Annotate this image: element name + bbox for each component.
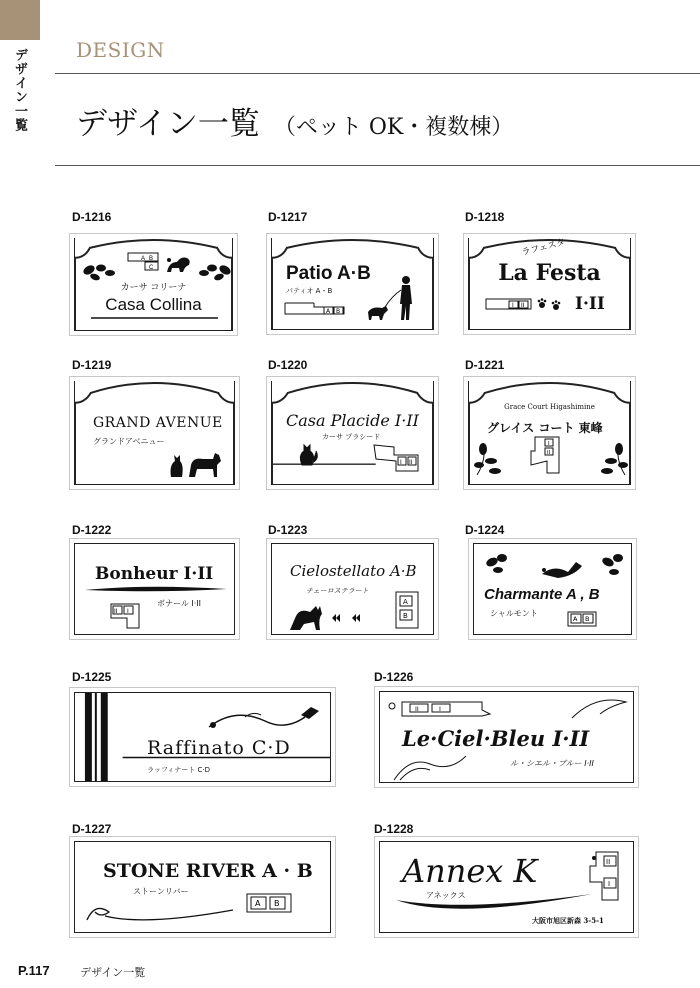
design-code: D-1227 [72, 822, 112, 836]
dog-silhouette-icon [163, 252, 193, 276]
floral-ornament-icon [196, 260, 232, 282]
design-card-d1220[interactable] [266, 376, 439, 490]
design-code: D-1218 [465, 210, 505, 224]
design-code: D-1224 [465, 523, 505, 537]
section-label: DESIGN [76, 38, 165, 62]
design-card-d1224[interactable] [468, 538, 637, 640]
cat-silhouette-icon [286, 596, 326, 632]
paw-prints-icon [536, 296, 566, 312]
nameplate [74, 238, 233, 331]
plan-label: A [573, 615, 578, 623]
design-card-d1225[interactable] [69, 687, 336, 787]
plan-label: II [114, 608, 118, 615]
design-code: D-1216 [72, 210, 112, 224]
brush-stroke [85, 586, 227, 594]
design-code: D-1228 [374, 822, 414, 836]
katakana-name: ラッフィナート C·D [147, 766, 211, 774]
building-number: I·II [575, 294, 605, 314]
plan-label: I [127, 608, 129, 615]
plate-name: GRAND AVENUE [93, 415, 223, 431]
plan-label: A [326, 308, 331, 315]
design-code: D-1225 [72, 670, 112, 684]
swirl-ornament-icon [85, 900, 235, 928]
divider [55, 73, 700, 74]
title-main: デザイン一覧 [76, 106, 260, 142]
plan-label: B [149, 256, 154, 262]
plan-label: A [141, 256, 146, 262]
cat-silhouette-icon [296, 437, 320, 467]
katakana-name: チェーロステラート [306, 587, 369, 595]
plan-label: B [336, 308, 341, 315]
footer-label: デザイン一覧 [80, 967, 146, 979]
plate-name: Le·Ciel·Bleu I·II [402, 726, 590, 751]
katakana-name: ラフェスタ [520, 238, 567, 259]
plan-label: I [400, 459, 402, 466]
english-subtitle: Grace Court Higashimine [504, 403, 595, 411]
sidebar-tab: デザイン一覧 [12, 48, 27, 132]
plan-label: B [585, 615, 590, 623]
plan-label: B [274, 899, 280, 908]
plan-label: B [403, 612, 408, 620]
nameplate [379, 691, 634, 783]
nameplate [271, 381, 434, 485]
page-number: P.117 [18, 963, 50, 978]
page-title [76, 98, 513, 143]
person-walking-dog-icon [364, 274, 424, 326]
title-sub: （ペット OK・複数棟） [273, 115, 514, 140]
floral-ornament-icon [473, 439, 503, 477]
plan-label: II [521, 302, 525, 309]
plan-label: II [409, 459, 413, 466]
plate-name: Annex K [402, 852, 538, 890]
plate-name: Charmante A , B [484, 586, 600, 603]
underline [91, 316, 218, 320]
plate-name: Casa Collina [105, 295, 202, 314]
nameplate [271, 238, 434, 330]
building-plan-icon [386, 698, 498, 718]
design-card-d1217[interactable] [266, 233, 439, 335]
katakana-name: カーサ プラシード [322, 433, 381, 441]
plan-label: I [439, 705, 441, 713]
plate-name: グレイス コート 東峰 [487, 421, 603, 435]
design-card-d1227[interactable] [69, 836, 336, 938]
corner-accent [0, 0, 40, 40]
plan-label: I [548, 441, 550, 447]
design-code: D-1220 [268, 358, 308, 372]
katakana-name: シャルモント [490, 609, 538, 618]
nameplate [74, 841, 331, 933]
nameplate [74, 381, 235, 485]
nameplate [379, 841, 634, 933]
building-plan-icon [372, 443, 422, 473]
nameplate [271, 543, 434, 635]
building-plan-icon [127, 252, 159, 272]
plate-name: La Festa [498, 260, 601, 286]
design-card-d1218[interactable] [463, 233, 636, 335]
floral-ornament-icon [482, 550, 628, 582]
plate-name: Patio A·B [286, 263, 371, 284]
plan-label: A [403, 598, 408, 606]
design-card-d1226[interactable] [374, 686, 639, 788]
plan-label: II [547, 450, 551, 456]
katakana-name: ボナール I·II [157, 599, 202, 608]
plan-label: II [606, 858, 611, 866]
design-card-d1222[interactable] [69, 538, 240, 640]
swirl-ornament-icon [390, 752, 470, 782]
building-plan-icon [485, 296, 533, 312]
design-code: D-1219 [72, 358, 112, 372]
plate-name: Bonheur I·II [95, 564, 214, 584]
design-card-d1223[interactable] [266, 538, 439, 640]
plan-label: II [415, 705, 419, 713]
plan-label: C [149, 265, 154, 271]
building-plan-icon [586, 850, 622, 902]
building-plan-icon [284, 302, 346, 316]
nameplate [468, 238, 631, 330]
design-code: D-1221 [465, 358, 505, 372]
swirl-ornament-icon [205, 703, 325, 733]
building-plan-icon [392, 590, 422, 630]
plate-name: Cielostellato A·B [290, 562, 417, 580]
floral-ornament-icon [81, 260, 117, 282]
plate-name: Raffinato C·D [147, 737, 291, 759]
katakana-name: グランドアベニュー [93, 437, 165, 446]
katakana-name: カーサ コリーナ [120, 283, 187, 293]
katakana-name: ル・シエル・ブルー I·II [510, 759, 594, 768]
swirl-ornament-icon [570, 696, 630, 720]
nameplate [74, 692, 331, 782]
divider [55, 165, 700, 166]
design-card-d1221[interactable] [463, 376, 636, 490]
design-code: D-1223 [268, 523, 308, 537]
design-code: D-1222 [72, 523, 112, 537]
design-code: D-1226 [374, 670, 414, 684]
building-plan-icon [245, 892, 295, 916]
building-plan-icon [109, 602, 143, 630]
swoosh-decoration [394, 892, 594, 916]
katakana-name: ストーンリバー [133, 887, 189, 896]
design-card-d1228[interactable] [374, 836, 639, 938]
building-plan-icon [566, 610, 602, 630]
nameplate [468, 381, 631, 485]
nameplate [74, 543, 235, 635]
address: 大阪市旭区新森 3-5-1 [532, 916, 604, 925]
plan-label: I [608, 880, 611, 888]
katakana-name: パティオ A・B [286, 287, 333, 295]
floral-ornament-icon [599, 439, 629, 477]
butterfly-icon [328, 612, 368, 624]
katakana-name: アネックス [426, 891, 466, 900]
building-plan-icon [529, 435, 565, 475]
design-card-d1216[interactable] [69, 233, 238, 336]
cat-and-dog-silhouette-icon [167, 443, 225, 479]
plate-name: Casa Placide I·II [286, 411, 419, 430]
nameplate [473, 543, 632, 635]
plan-label: A [255, 899, 261, 908]
plan-label: I [512, 302, 514, 309]
design-code: D-1217 [268, 210, 308, 224]
plate-name: STONE RIVER A · B [103, 860, 313, 882]
design-card-d1219[interactable] [69, 376, 240, 490]
